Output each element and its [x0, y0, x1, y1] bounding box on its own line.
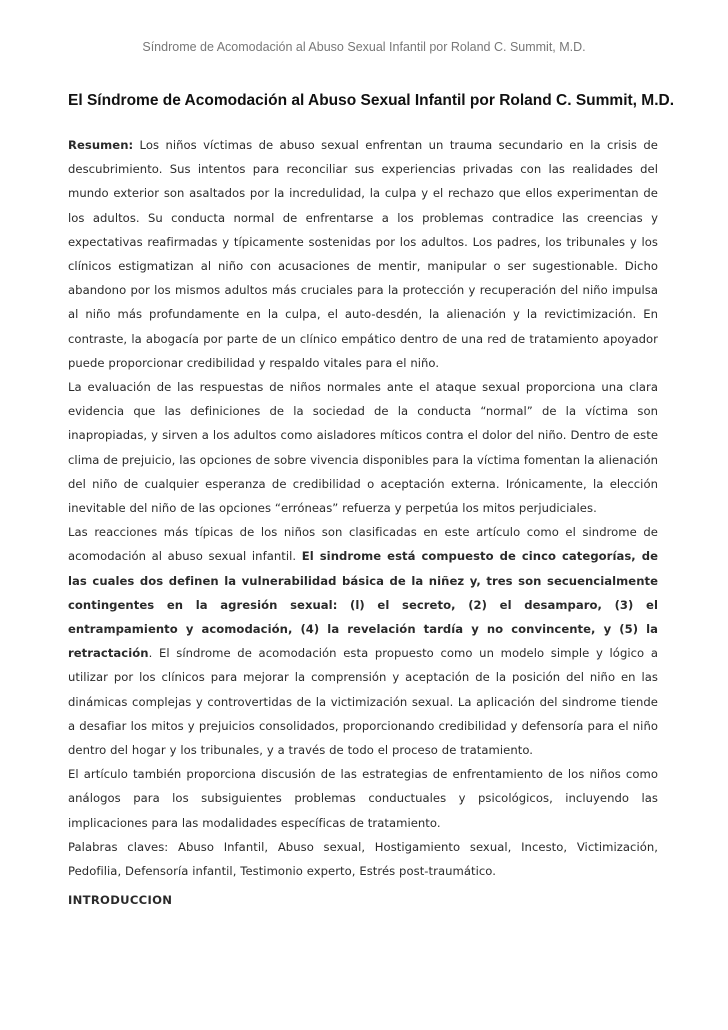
abstract-paragraph-2: La evaluación de las respuestas de niños normales ante el ataque sexual proporciona una clara evidencia que las definiciones de la sociedad de la conducta “normal” de la víctima son inapropiadas, y sirven a los adultos como aisladores míticos contra el dolor del niño. Dentro de este clima de prejuicio, las opciones de sobre vivencia disponibles para la víctima fomentan la alienación del niño de cualquier esperanza de credibilidad o aceptación externa. Irónicamente, la elección inevitable del niño de las opciones “erróneas” refuerza y perpetúa los mitos perjudiciales. [68, 380, 658, 516]
abstract-text-3a: Las reacciones más típicas de los niños son clasificadas en este artículo como el sindrome de acomodación al abuso sexual infantil. [68, 525, 658, 564]
abstract-categories-bold: El sindrome está compuesto de cinco categorías, de las cuales dos definen la vulnerabilidad básica de la niñez y, tres son secuencialmente contingentes en la agresión sexual: (l) el secreto, (2) el desamparo, (3) el entrampamiento y acomodación, (4) la revelación tardía y no convincente, y (5) la retractación [68, 549, 658, 661]
abstract-body [68, 133, 658, 883]
abstract-paragraph-1 [68, 133, 658, 375]
abstract-text-3b: . El síndrome de acomodación esta propuesto como un modelo simple y lógico a utilizar por los clínicos para mejorar la comprensión y aceptación de la posición del niño en las dinámicas complejas y controvertidas de la victimización sexual. La aplicación del sindrome tiende a desafiar los mitos y prejuicios consolidados, proporcionando credibilidad y defensoría para el niño dentro del hogar y los tribunales, y a través de todo el proceso de tratamiento. [68, 646, 658, 758]
abstract-paragraph-3 [68, 520, 658, 762]
page-title: El Síndrome de Acomodación al Abuso Sexual Infantil por Roland C. Summit, M.D. [68, 92, 674, 109]
running-header: Síndrome de Acomodación al Abuso Sexual Infantil por Roland C. Summit, M.D. [142, 40, 586, 54]
section-heading-introduccion: INTRODUCCION [68, 893, 173, 907]
abstract-label: Resumen: [68, 138, 134, 152]
abstract-paragraph-4: El artículo también proporciona discusión de las estrategias de enfrentamiento de los niños como análogos para los subsiguientes problemas conductuales y psicológicos, incluyendo las implicaciones para las modalidades específicas de tratamiento. [68, 767, 658, 830]
keywords: Palabras claves: Abuso Infantil, Abuso sexual, Hostigamiento sexual, Incesto, Victimización, Pedofilia, Defensoría infantil, Testimonio experto, Estrés post-traumático. [68, 839, 658, 879]
abstract-text-1: Los niños víctimas de abuso sexual enfrentan un trauma secundario en la crisis de descubrimiento. Sus intentos para reconciliar sus experiencias privadas con las realidades del mundo exterior son asaltados por la incredulidad, la culpa y el rechazo que ellos experimentan de los adultos. Su conducta normal de enfrentarse a los problemas contradice las creencias y expectativas reafirmadas y típicamente sostenidas por los adultos. Los padres, los tribunales y los clínicos estigmatizan al niño con acusaciones de mentir, manipular o ser sugestionable. Dicho abandono por los mismos adultos más cruciales para la protección y recuperación del niño impulsa al niño más profundamente en la culpa, el auto-desdén, la alienación y la revictimización. En contraste, la abogacía por parte de un clínico empático dentro de una red de tratamiento apoyador puede proporcionar credibilidad y respaldo vitales para el niño. [68, 138, 658, 370]
